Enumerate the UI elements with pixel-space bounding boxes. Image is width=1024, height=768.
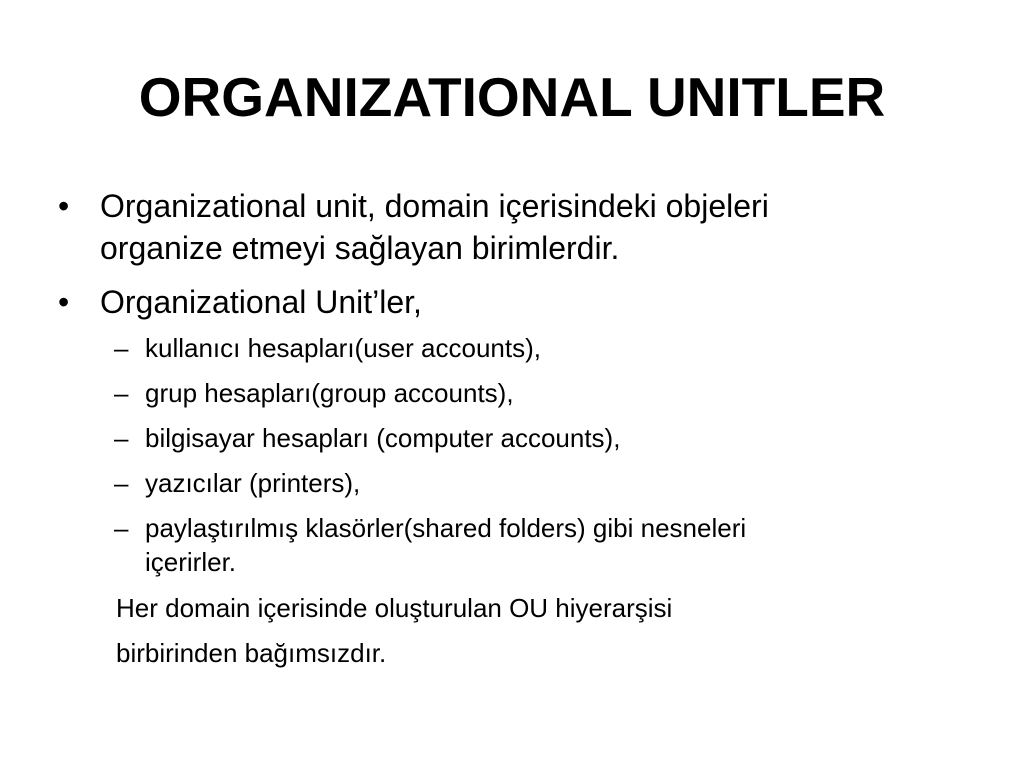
note-line: Her domain içerisinde oluşturulan OU hiyerarşisi (116, 593, 673, 623)
slide-title: ORGANIZATIONAL UNITLER (138, 66, 886, 128)
sub-bullet-item (114, 466, 958, 500)
slide-content (58, 185, 958, 676)
sub-bullet-text: kullanıcı hesapları(user accounts), (145, 333, 541, 363)
sub-bullet-item (114, 421, 958, 455)
dash-marker: – (114, 513, 129, 543)
bullet-text-line: Organizational unit, domain içerisindeki objeleri (100, 188, 769, 224)
sub-bullet-list (114, 331, 958, 579)
bullet-text-line: organize etmeyi sağlayan birimlerdir. (100, 230, 620, 266)
note-text (116, 586, 958, 676)
bullet-item-definition (58, 185, 958, 269)
sub-bullet-text: içerirler. (145, 547, 237, 577)
bullet-item-ou-contents (58, 281, 958, 323)
dash-marker: – (114, 333, 129, 363)
sub-bullet-text: yazıcılar (printers), (145, 468, 361, 498)
sub-bullet-text: paylaştırılmış klasörler(shared folders) gibi nesneleri (145, 513, 747, 543)
sub-bullet-text: grup hesapları(group accounts), (145, 378, 514, 408)
dash-marker: – (114, 468, 129, 498)
note-line: birbirinden bağımsızdır. (116, 638, 387, 668)
sub-bullet-item (114, 331, 958, 365)
bullet-marker: • (58, 188, 70, 224)
sub-bullet-item (114, 376, 958, 410)
bullet-text-line: Organizational Unit’ler, (100, 284, 422, 320)
dash-marker: – (114, 423, 129, 453)
bullet-marker: • (58, 284, 70, 320)
sub-bullet-item (114, 511, 958, 579)
sub-bullet-text: bilgisayar hesapları (computer accounts), (145, 423, 621, 453)
dash-marker: – (114, 378, 129, 408)
